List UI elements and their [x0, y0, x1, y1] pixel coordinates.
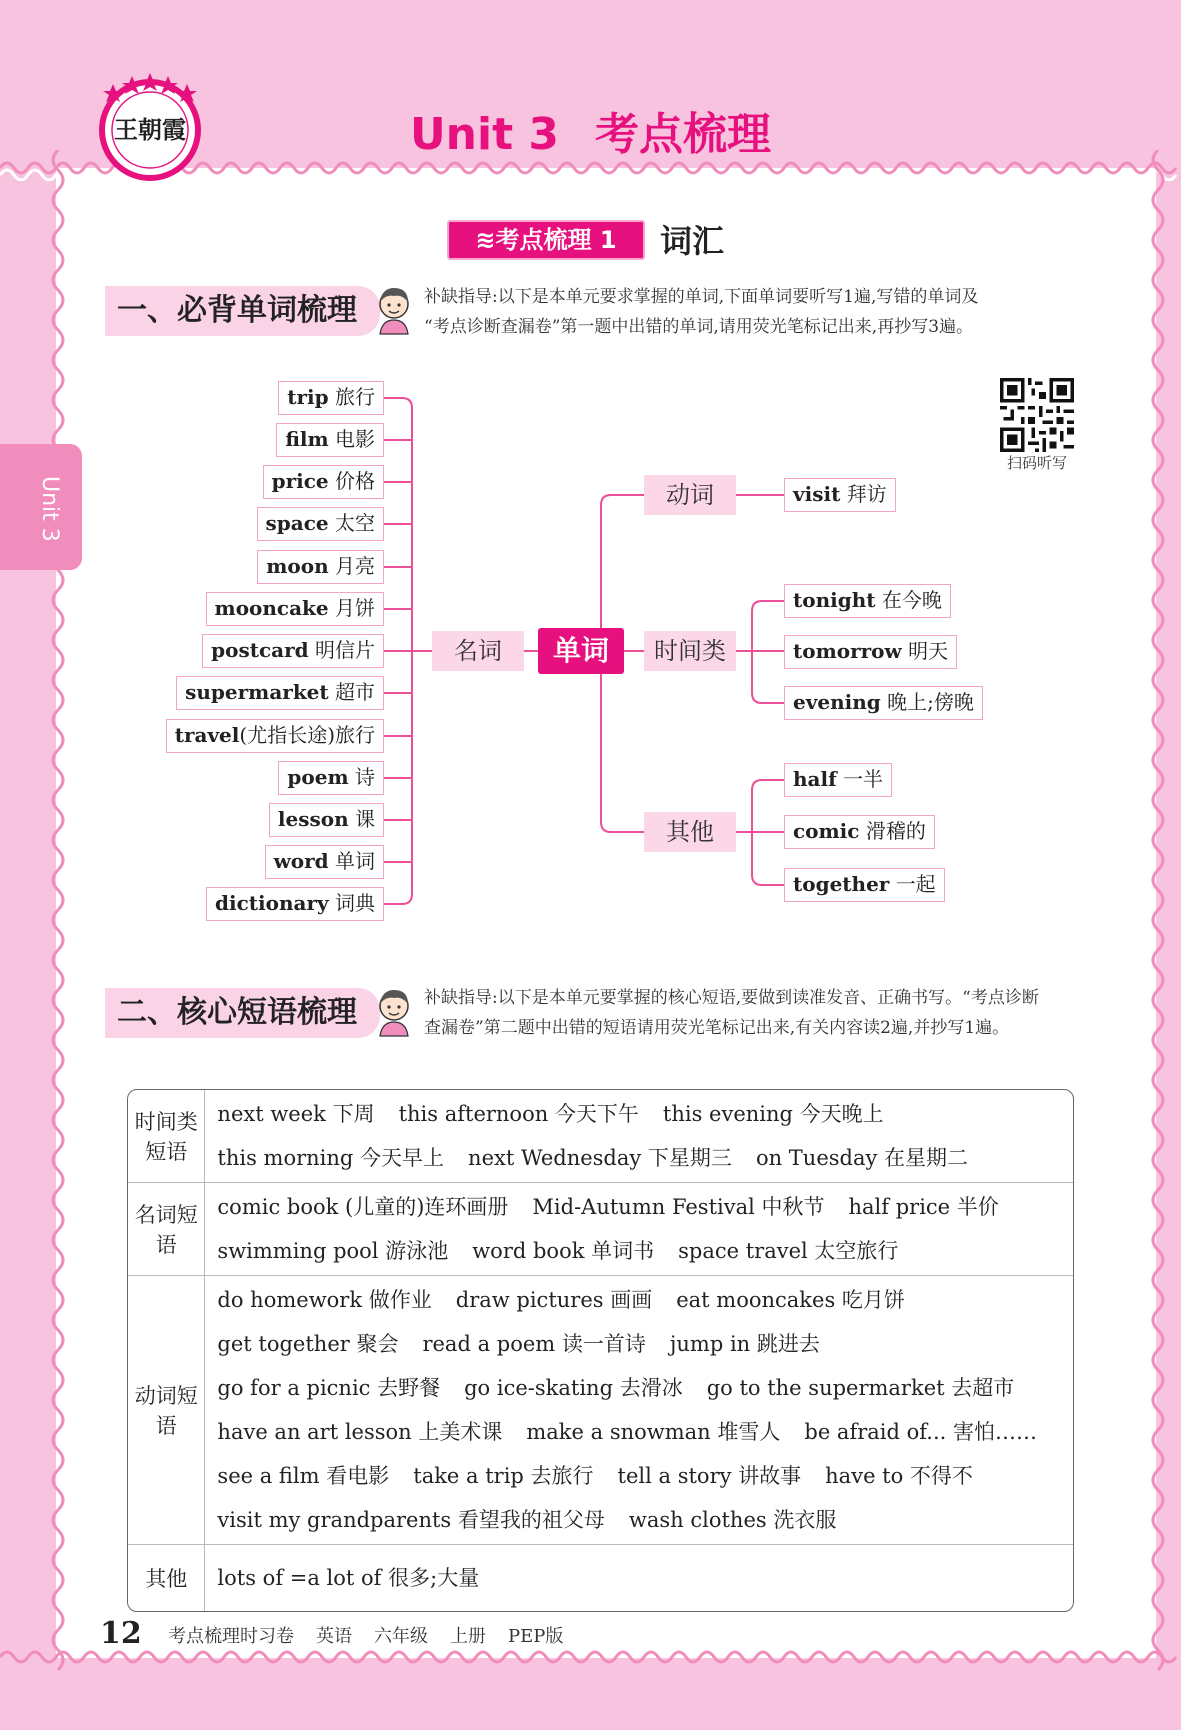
row-items: next week 下周 this afternoon 今天下午 this evening 今天晚上 this morning 今天早上 next Wednesday 下星期三 on Tuesday 在星期二: [205, 1090, 1073, 1183]
noun-word: supermarket 超市: [176, 676, 384, 710]
phrases-guide-line-2: 查漏卷”第二题中出错的短语请用荧光笔标记出来,有关内容读2遍,并抄写1遍。: [424, 1018, 1010, 1038]
verb-word: visit 拜访: [784, 478, 896, 512]
page-number: 12: [100, 1616, 142, 1651]
mindmap-center: 单词: [538, 628, 624, 674]
noun-word: space 太空: [257, 507, 384, 541]
time-word: evening 晚上;傍晚: [784, 686, 983, 720]
category-other: 其他: [644, 812, 736, 852]
phrases-guide: [424, 983, 1084, 1043]
table-row: [128, 1183, 1073, 1276]
title-topic: 考点梳理: [595, 109, 772, 160]
table-row: [128, 1276, 1073, 1545]
noun-word: moon 月亮: [257, 550, 384, 584]
category-time: 时间类: [644, 631, 736, 671]
words-section-heading: 一、必背单词梳理: [105, 286, 380, 336]
noun-word: word 单词: [265, 845, 384, 879]
row-category: 动词短语: [128, 1276, 205, 1545]
logo-text: 王朝霞: [114, 115, 186, 144]
phrases-table: [127, 1089, 1074, 1612]
time-word: tomorrow 明天: [784, 635, 957, 669]
category-verbs: 动词: [644, 475, 736, 515]
words-guide-line-1: 补缺指导:以下是本单元要求掌握的单词,下面单词要听写1遍,写错的单词及: [424, 287, 979, 307]
category-nouns: 名词: [432, 631, 524, 671]
noun-word: dictionary 词典: [206, 887, 384, 921]
row-items: lots of =a lot of 很多;大量: [217, 1566, 480, 1590]
row-items: comic book (儿童的)连环画册 Mid-Autumn Festival 中秋节 half price 半价 swimming pool 游泳池 word book 单词书 space travel 太空旅行: [205, 1183, 1073, 1276]
noun-word: price 价格: [263, 465, 384, 499]
noun-word: film 电影: [276, 423, 384, 457]
time-word: tonight 在今晚: [784, 584, 951, 618]
title-unit: Unit 3: [409, 109, 560, 160]
noun-word: trip 旅行: [278, 381, 384, 415]
noun-word: travel(尤指长途)旅行: [166, 719, 384, 753]
noun-word: postcard 明信片: [202, 634, 384, 668]
row-category: 其他: [128, 1545, 205, 1611]
noun-word: lesson 课: [269, 803, 384, 837]
words-guide-line-2: “考点诊断查漏卷”第一题中出错的单词,请用荧光笔标记出来,再抄写3遍。: [424, 317, 974, 337]
section-badge: ≋考点梳理 1: [447, 220, 645, 260]
student-avatar-icon: [372, 986, 416, 1038]
noun-word: mooncake 月饼: [206, 592, 384, 626]
noun-word: poem 诗: [278, 761, 384, 795]
other-word: comic 滑稽的: [784, 815, 935, 849]
footer-info: 考点梳理时习卷 英语 六年级 上册 PEP版: [168, 1626, 564, 1647]
table-row: [128, 1090, 1073, 1183]
other-word: half 一半: [784, 763, 892, 797]
section-badge-title: 词汇: [660, 222, 725, 260]
side-tab-label: Unit 3: [37, 476, 62, 542]
phrases-guide-line-1: 补缺指导:以下是本单元要掌握的核心短语,要做到读准发音、正确书写。“考点诊断: [424, 988, 1039, 1008]
other-word: together 一起: [784, 868, 945, 902]
qr-label: 扫码听写: [1006, 454, 1067, 472]
row-category: 名词短语: [128, 1183, 205, 1276]
table-row: [128, 1545, 1073, 1611]
phrases-section-heading: 二、核心短语梳理: [105, 988, 380, 1038]
row-category: 时间类短语: [128, 1090, 205, 1183]
row-items: do homework 做作业 draw pictures 画画 eat mooncakes 吃月饼 get together 聚会 read a poem 读一首诗 jump in 跳进去 go for a picnic 去野餐 go ice-skating 去滑冰 go to the supermarket 去超市 have an art lesson 上美术课 make a snowman 堆雪人 be afraid of... 害怕…… see a film 看电影 take a trip 去旅行 tell a story 讲故事 have to 不得不 visit my grandparents 看望我的祖父母 wash clothes 洗衣服: [205, 1276, 1073, 1545]
